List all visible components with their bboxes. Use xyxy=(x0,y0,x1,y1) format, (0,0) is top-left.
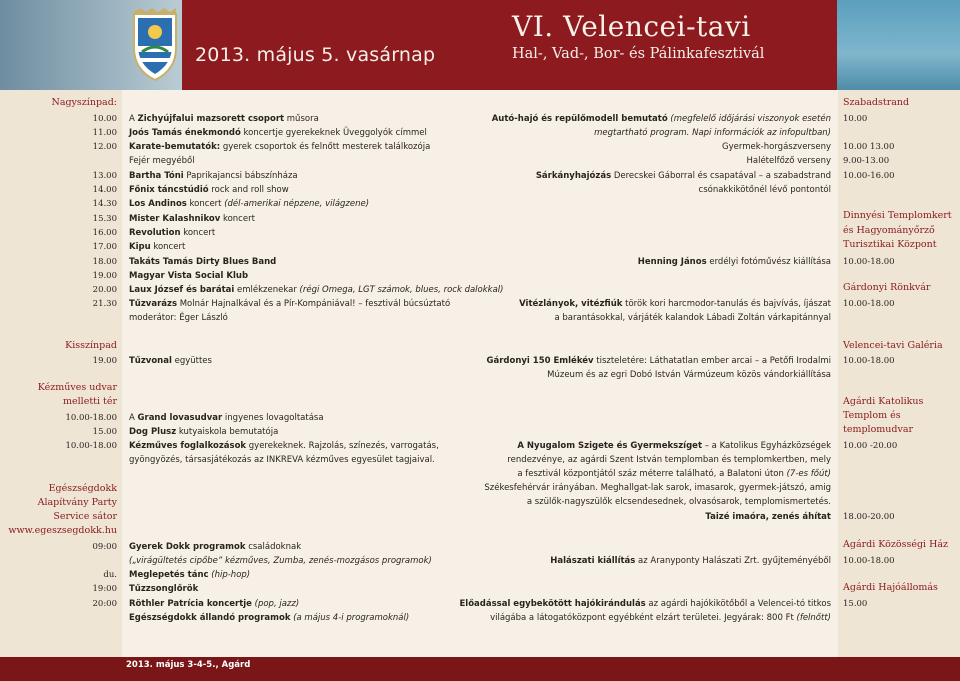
event-time: 19.00 xyxy=(92,271,117,281)
event-description: Gárdonyi 150 Emlékév tiszteletére: Láthatatlan ember arcai – a Petőfi Irodalmi xyxy=(486,356,831,366)
event-description: A Zichyújfalui mazsorett csoport műsora xyxy=(129,114,319,124)
event-description: Röthler Patrícia koncertje (pop, jazz) xyxy=(129,599,300,609)
event-description: Dog Plusz kutyaiskola bemutatója xyxy=(129,427,279,437)
event-description: Meglepetés tánc (hip-hop) xyxy=(129,570,251,580)
event-description: Taizé imaóra, zenés áhítat xyxy=(705,512,831,522)
venue-label: Velencei-tavi Galéria xyxy=(843,340,943,351)
event-description: Henning János erdélyi fotóművész kiállítása xyxy=(637,257,831,267)
crest-icon xyxy=(130,8,180,82)
event-time: 20:00 xyxy=(92,599,117,609)
event-description: a fesztivál központjától száz méterre található, a Balatoni úton (7-es főút) xyxy=(517,469,831,479)
event-description: csónakkikötőnél lévő pontontól xyxy=(698,185,831,195)
event-time: 16.00 xyxy=(92,228,117,238)
venue-label: és Hagyományőrző xyxy=(843,225,935,236)
event-description: a barantásokkal, várjáték kalandok Lábadi Zoltán várkapitánnyal xyxy=(554,313,831,323)
event-description: A Grand lovasudvar ingyenes lovagoltatása xyxy=(129,413,324,423)
venue-label: Templom és xyxy=(843,410,901,421)
event-time: 10.00-18.00 xyxy=(65,413,117,423)
venue-label: Agárdi Hajóállomás xyxy=(843,582,938,593)
event-description: Tűzzsonglőrök xyxy=(129,584,199,594)
event-description: Laux József és barátai emlékzenekar (régi Omega, LGT számok, blues, rock dalokkal) xyxy=(129,285,504,295)
event-time: 09:00 xyxy=(92,542,117,552)
venue-label: Kisszínpad xyxy=(65,340,117,351)
venue-label: Nagyszínpad: xyxy=(51,97,117,108)
event-description: Halételfőző verseny xyxy=(746,156,831,166)
event-time: 15.00 xyxy=(92,427,117,437)
event-description: Karate-bemutatók: gyerek csoportok és felnőtt mesterek találkozója xyxy=(129,142,431,152)
event-description: gyöngyözés, társasjátékozás az INKREVA kézműves egyesület tagjaival. xyxy=(129,455,435,465)
event-time: 9.00-13.00 xyxy=(843,156,890,166)
event-description: Egészségdokk állandó programok (a május 4-i programoknál) xyxy=(129,613,410,623)
event-description: Vitézlányok, vitézfiúk török kori harcmodor-tanulás és bajvívás, íjászat xyxy=(519,299,831,309)
festival-title: VI. Velencei-tavi xyxy=(512,10,751,43)
event-description: Sárkányhajózás Derecskei Gáborral és csapatával – a szabadstrand xyxy=(535,171,831,181)
event-time: 15.30 xyxy=(92,214,117,224)
event-time: 19:00 xyxy=(92,584,117,594)
event-description: rendezvénye, az agárdi Szent István templomban és templomkertben, mely xyxy=(507,455,831,465)
event-description: Gyermek-horgászverseny xyxy=(722,142,831,152)
event-time: 21.30 xyxy=(92,299,117,309)
event-description: Magyar Vista Social Klub xyxy=(129,271,249,281)
footer-text: 2013. május 3-4-5., Agárd xyxy=(126,660,251,670)
venue-label: Szabadstrand xyxy=(843,97,910,108)
event-time: 10.00-18.00 xyxy=(843,299,895,309)
event-description: Los Andinos koncert (dél-amerikai népzene, világzene) xyxy=(129,199,370,209)
event-time: 10.00-18.00 xyxy=(65,441,117,451)
event-time: 15.00 xyxy=(843,599,868,609)
event-time: 18.00 xyxy=(92,257,117,267)
event-description: Főnix táncstúdió rock and roll show xyxy=(129,185,289,195)
event-description: Előadással egybekötött hajókirándulás az agárdi hajókikötőből a Velencei-tó titkos xyxy=(459,599,831,609)
event-description: Joós Tamás énekmondó koncertje gyerekeknek Üveggolyók címmel xyxy=(129,128,427,138)
event-time: 11.00 xyxy=(92,128,117,138)
venue-label: Gárdonyi Rönkvár xyxy=(843,282,931,293)
event-time: 10.00-16.00 xyxy=(843,171,895,181)
event-time: 18.00-20.00 xyxy=(843,512,895,522)
event-description: Takáts Tamás Dirty Blues Band xyxy=(129,257,277,267)
event-time: 10.00 xyxy=(92,114,117,124)
header-photo-right xyxy=(835,0,960,90)
venue-label: Egészségdokk xyxy=(48,483,117,494)
venue-label: Agárdi Közösségi Ház xyxy=(843,539,949,550)
page-date: 2013. május 5. vasárnap xyxy=(195,44,436,66)
venue-label: Kézműves udvar xyxy=(37,382,117,393)
venue-label: www.egeszsegdokk.hu xyxy=(8,525,117,536)
event-time: 17.00 xyxy=(92,242,117,252)
event-description: Kézműves foglalkozások gyerekeknek. Rajzolás, színezés, varrogatás, xyxy=(129,441,439,451)
event-time: 10.00 -20.00 xyxy=(843,441,898,451)
event-description: A Nyugalom Szigete és Gyermekszíget – a Katolikus Egyházközségek xyxy=(517,441,831,451)
event-description: Mister Kalashnikov koncert xyxy=(129,214,255,224)
event-description: a szülők-nagyszülők elcsendesednek, olvasósarok, templomismertetés. xyxy=(526,497,831,507)
venue-label: Dinnyési Templomkert xyxy=(843,210,952,221)
event-time: 10.00-18.00 xyxy=(843,556,895,566)
event-time: du. xyxy=(103,570,117,580)
event-description: világába a látogatóközpont egyébként elzárt területei. Jegyárak: 800 Ft (felnőtt) xyxy=(490,613,831,623)
event-description: moderátor: Éger László xyxy=(129,313,228,323)
event-time: 10.00 xyxy=(843,114,868,124)
event-description: Tűzvonal együttes xyxy=(129,356,212,366)
event-time: 14.00 xyxy=(92,185,117,195)
event-description: Múzeum és az egri Dobó István Vármúzeum közös vándorkiállítása xyxy=(547,370,831,380)
venue-label: melletti tér xyxy=(62,396,117,407)
event-time: 10.00 13.00 xyxy=(843,142,895,152)
event-description: Kipu koncert xyxy=(129,242,186,252)
venue-label: Service sátor xyxy=(53,511,117,522)
event-description: Autó-hajó és repülőmodell bemutató (megfelelő időjárási viszonyok esetén xyxy=(491,114,831,124)
event-time: 19.00 xyxy=(92,356,117,366)
event-description: megtartható program. Napi információk az infopultban) xyxy=(594,128,831,138)
header-banner xyxy=(0,0,960,90)
event-time: 12.00 xyxy=(92,142,117,152)
event-description: („virágültetés cipőbe” kézműves, Zumba, zenés-mozgásos programok) xyxy=(129,556,432,566)
event-time: 20.00 xyxy=(92,285,117,295)
event-description: Székesfehérvár irányában. Meghallgat-lak sarok, imasarok, gyermek-játszó, amig xyxy=(484,483,831,493)
venue-label: Turisztikai Központ xyxy=(843,239,937,250)
event-description: Bartha Tóni Paprikajancsi bábszínháza xyxy=(129,171,298,181)
event-description: Tűzvarázs Molnár Hajnalkával és a Pír-Kompániával! – fesztivál búcsúztató xyxy=(129,299,451,309)
event-description: Gyerek Dokk programok családoknak xyxy=(129,542,302,552)
event-description: Halászati kiállítás az Aranyponty Halászati Zrt. gyűjteményéből xyxy=(550,556,831,566)
event-description: Revolution koncert xyxy=(129,228,216,238)
event-time: 14.30 xyxy=(92,199,117,209)
event-description: Fejér megyéből xyxy=(129,156,195,166)
event-time: 10.00-18.00 xyxy=(843,356,895,366)
festival-subtitle: Hal-, Vad-, Bor- és Pálinkafesztivál xyxy=(512,46,765,62)
venue-label: Alapítvány Party xyxy=(37,497,117,508)
venue-label: Agárdi Katolikus xyxy=(843,396,924,407)
event-time: 13.00 xyxy=(92,171,117,181)
venue-label: templomudvar xyxy=(843,424,914,435)
event-time: 10.00-18.00 xyxy=(843,257,895,267)
